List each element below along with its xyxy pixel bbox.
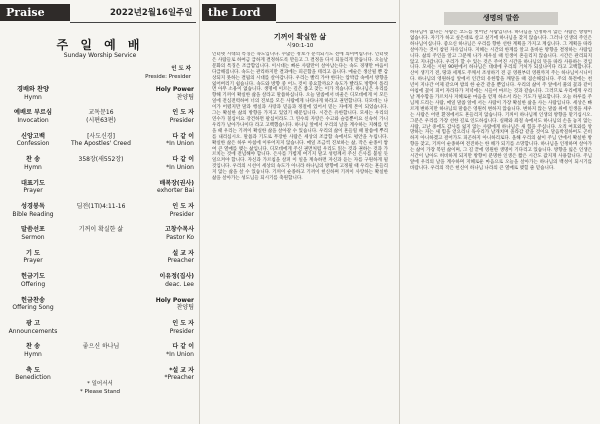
order-item-person-1: 설 교 자	[172, 249, 194, 257]
order-item-person-2: Preacher	[167, 257, 194, 265]
order-item-name	[4, 133, 62, 148]
order-item-ko: 찬 송	[25, 343, 41, 351]
order-item-person-2: exhorter Bai	[157, 187, 194, 195]
order-item	[4, 343, 196, 367]
presider-label	[145, 66, 191, 81]
order-item-ko: 예배로 부르심	[13, 109, 53, 117]
order-item-detail-1: [사도신경]	[87, 132, 115, 140]
order-item-en: Sermon	[21, 233, 45, 241]
order-item-ko: 대표기도	[21, 179, 45, 187]
order-item-en: Invocation	[17, 116, 49, 124]
order-item-ko: 광 고	[25, 320, 41, 327]
order-item-ko: 경배와 찬양	[16, 86, 50, 93]
order-item-person-2: *Preacher	[164, 374, 194, 382]
order-item-person-2: 찬양팀	[176, 304, 194, 312]
word-of-life-column	[400, 0, 600, 424]
order-item-detail	[64, 156, 138, 164]
order-item-name	[4, 156, 62, 171]
order-item-ko: 축 도	[25, 366, 41, 374]
order-item-person-1: 인 도 자	[172, 203, 194, 210]
order-item-ko: 헌금찬송	[21, 296, 45, 304]
order-item	[4, 273, 196, 297]
order-item-en: Hymn	[24, 163, 42, 171]
order-item	[4, 109, 196, 133]
order-item-name	[4, 343, 62, 358]
order-item	[4, 320, 196, 344]
word-of-life-body: 하나님이 없다는 사람은 코드를 벗어난 사람입니다. 하나님을 인정하지 않는 사람은 방향이 없습니다. 자기가 하고 싶은대로 살고 싶기에 하나님을 찾지 않습니다. 그러나 인생의 주인은 하나님이십니다. 좋으신 하나님은 우리를 향한 선한 계획을 가지고 계십니다. 그 계획을 따라 살아가는 것이 참된 자유입니다. 지혜는 시간의 한계를 알고 올바른 방향을 결정하는 사람입니다. 삶의 주인을 알고 그분께 나가 세우실 때 인생이 흔들리지 않습니다. 시간은 관리되지 않고 지나갑니다. 우리가 할 수 있는 것은 주어진 시간을 하나님의 뜻을 따라 사용하는 것입니다. 모세는 시편 90편에서 하나님은 대대에 우리의 거처가 되셨나이다 라고 고백합니다. 산이 생기기 전, 땅과 세계도 주께서 조성하기 전 곧 영원부터 영원까지 주는 하나님이시니이다. 하나님의 영원하심 앞에서 인간의 유한함을 깨달을 때 겸손해집니다. 주의 목전에는 천 년이 지나간 어제 같으며 밤의 한 순간 같을 뿐입니다. 우리의 삶이 주 앞에서 풀의 꽃과 같이 아침에 꽃이 피어 자라다가 저녁에는 시들어 마르는 것과 같습니다. 그러므로 우리에게 우리 날 계수함을 가르치사 지혜로운 마음을 얻게 하소서 라는 기도가 필요합니다. 오늘 하루를 주님께 드리는 사람, 매일 말씀 앞에 서는 사람이 가장 확실한 삶을 사는 사람입니다. 세상은 빠르게 변하지만 하나님의 말씀은 영원히 변하지 않습니다. 변하지 않는 말씀 위에 인생을 세우는 사람은 어떤 환경에서도 흔들리지 않습니다. 기꺼이 하나님께 인생의 방향을 맡기십시오. 그분은 우리를 가장 선한 길로 인도하십니다. 실패와 좌절 속에서도 하나님의 손을 놓지 않는 사람, 고난 중에도 감사를 잃지 않는 사람에게 하나님은 새 힘을 주십니다. 오직 여호와를 앙망하는 자는 새 힘을 얻으리니 독수리가 날개치며 올라감 같을 것이요 달음박질하여도 곤비하지 아니하겠고 걸어가도 피곤하지 아니하리로다. 올해 우리의 삶이 주님 안에서 확실한 방향을 찾고, 기꺼이 순종하며 전진하는 한 해가 되기를 소망합니다. 하나님을 인정하며 살아가는 삶이 가장 복된 삶이며, 그 길 끝에 영원한 생명이 기다리고 있습니다. 방향을 잃은 인생은 시간이 남아도 허비하게 되지만 방향이 분명한 인생은 짧은 시간도 값지게 사용합니다. 주님 앞에 우리의 날을 계수하며 지혜로운 마음으로 오늘을 살아가는 하나님의 백성이 되시기를 바랍니다. 우리의 작은 헌신이 하나님 나라의 큰 열매로 맺힐 줄 믿습니다.	[410, 30, 592, 171]
the-lord-banner: the Lord	[202, 4, 276, 21]
order-item-person-2: 찬양팀	[176, 93, 194, 101]
order-item-person-2: Presider	[169, 116, 194, 124]
order-item-detail-2: The Apostles' Creed	[71, 140, 131, 148]
header-divider	[70, 22, 196, 23]
order-item-detail-1: 교독문16	[88, 109, 114, 117]
order-item	[4, 226, 196, 250]
sermon-column	[200, 0, 400, 424]
order-item-en: Announcements	[8, 327, 58, 335]
order-of-worship-column	[0, 0, 200, 424]
stand-note	[0, 380, 200, 396]
order-item	[4, 180, 196, 204]
order-item	[4, 203, 196, 227]
order-item	[4, 86, 196, 110]
order-item-person	[144, 86, 194, 101]
order-item-person-2: deac. Lee	[165, 280, 194, 288]
presider-ko: 인 도 자	[171, 66, 191, 72]
sermon-title: 기꺼이 확실한 삶	[273, 33, 327, 41]
order-item-person-2: *In Union	[166, 350, 194, 358]
order-item-person-2: Presider	[169, 327, 194, 335]
order-item	[4, 297, 196, 321]
order-item-en: Prayer	[23, 257, 43, 265]
order-item-name	[4, 297, 62, 312]
order-item-person	[144, 320, 194, 335]
order-item-detail-1: 358장(새552장)	[78, 156, 124, 164]
order-item-detail-1: 딤전(1TI)4:11-16	[76, 203, 126, 210]
order-item-person	[144, 226, 194, 241]
order-item-en: Confession	[16, 140, 50, 148]
order-item-detail	[64, 343, 138, 351]
stand-note-en: * Please Stand	[79, 389, 121, 395]
order-item-person-1: Holy Power	[155, 86, 194, 93]
order-item-person-1: 인 도 자	[172, 109, 194, 117]
order-item-en: Benediction	[15, 374, 51, 382]
order-item-person	[144, 133, 194, 148]
service-date: 2022년2월16일주일	[110, 8, 193, 18]
order-item	[4, 133, 196, 157]
order-item-person-1: *설 교 자	[169, 366, 194, 374]
order-item-ko: 헌금기도	[21, 273, 45, 281]
presider-en: Preside: Presider	[145, 73, 191, 80]
order-item-name	[4, 273, 62, 288]
order-item-detail	[64, 226, 138, 234]
order-item-person	[144, 180, 194, 195]
order-item-en: Bible Reading	[12, 210, 54, 218]
order-item-en: Offering Song	[12, 304, 54, 312]
order-item-person	[144, 250, 194, 265]
order-item-person-1: 이유정(집사)	[159, 273, 194, 281]
worship-subtitle: Sunday Worship Service	[63, 52, 137, 59]
sermon-header-divider	[276, 22, 396, 23]
order-item-person	[144, 273, 194, 288]
order-item-detail-1: 기꺼이 확실한 삶	[78, 226, 124, 234]
word-of-life-tab: 생명의 말씀	[444, 12, 558, 25]
order-item-name	[4, 320, 62, 335]
order-item-person-1: Holy Power	[155, 296, 194, 304]
order-item-person	[144, 203, 194, 218]
worship-title: 주 일 예 배	[56, 38, 144, 52]
order-item-person-1: 다 같 이	[172, 156, 194, 164]
stand-note-ko: * 일어서서	[87, 381, 113, 387]
order-item-person-1: 배복장(권사)	[159, 179, 194, 187]
order-item-person	[144, 297, 194, 312]
order-item-person-2: *In Union	[166, 163, 194, 171]
order-item-detail-1: 좋으신 하나님	[82, 343, 120, 351]
order-item	[4, 156, 196, 180]
order-item-person-2: Pastor Ko	[166, 233, 194, 241]
order-item-en: Hymn	[24, 350, 42, 358]
order-item-person-1: 고창수목사	[165, 226, 194, 234]
sermon-body: 인터넷 시대의 특징은 속도입니다. 수많은 정보가 분석되기도 전에 의미버립니다. 인터넷은 사람들로 하여금 급하게 결정하도록 만들고 그 결정을 다시 되돌리게 만듭니다. 오늘날 문화의 특징은 조급함입니다. 이시대는 빠른 사람만이 살아남는다는 속도 경쟁만 마음이 다급해집니다. 속도는 관리하지만 결과에는 피곤함을 테리고 옵니다. 예술은 생산될 뿐 감상되지 못하는 결핍의 시대를 살아갑니다. 우리는 빨리 가야 한다는 압박감 속에서 방향을 잃어버리기 쉽습니다. 속도와 방향 중 어느 것이 중요할까요? 속도가 빨라도 방향이 틀리면 아무 소용이 없습니다. 생명에 이르는 길은 좁고 찾는 이가 적습니다. 하나님은 우리를 향해 기꺼이 확실한 삶을 살라고 말씀하십니다. 오늘 말씀에서 바울은 디모데에게 이 모든 일에 전심전력하여 너의 진보를 모든 사람에게 나타나게 하라고 권면합니다. 디모데는 나이가 어렸지만 말과 행실과 사랑과 믿음과 정절에 있어서 믿는 자에게 본이 되었습니다. 그는 확실한 삶의 방향을 가지고 있었기 때문입니다. 시간은 유한합니다. 모세는 우리의 연수가 칠십이요 강건하면 팔십이라도 그 연수의 자랑은 수고와 슬픔뿐이요 신속히 가니 우리가 날아가나이다 라고 고백했습니다. 하나님 앞에서 우리의 날을 계수하는 지혜를 얻을 때 우리는 기꺼이 확실한 삶을 살아갈 수 있습니다. 우리의 삶이 흔들릴 때 말씀에 뿌리를 내리십시오. 말씀과 기도로 무장한 사람은 세상의 조급함 속에서도 평안을 누립니다. 확실한 삶은 하루 아침에 이루어지지 않습니다. 매일 조금씩 진보하는 삶, 작은 순종이 쌓여 큰 열매를 맺는 삶입니다. 디모데에게 주신 권면처럼 우리도 읽는 것과 권하는 것과 가르치는 것에 전념해야 합니다. 은사를 가볍게 여기지 말고 성령께서 주신 은사를 불일 듯 일으켜야 합니다. 자신과 가르침을 살펴 이 일을 계속하면 자신과 듣는 자를 구원하게 될 것입니다. 우리의 시선이 세상의 속도가 아니라 하나님의 방향에 고정될 때 우리는 흔들리지 않는 삶을 살 수 있습니다. 기꺼이 순종하고 기꺼이 헌신하며 기꺼이 사랑하는 확실한 삶을 살아가는 성도님들 되시기를 축원합니다.	[212, 52, 388, 182]
praise-banner: Praise	[0, 4, 70, 21]
order-item-person-1: 다 같 이	[172, 343, 194, 351]
order-item-name	[4, 250, 62, 265]
order-item-ko: 성경봉독	[21, 203, 45, 210]
order-item-person	[144, 156, 194, 171]
order-item-ko: 찬 송	[25, 156, 41, 164]
order-item-detail	[64, 203, 138, 211]
order-item-person	[144, 109, 194, 124]
order-item-detail-2: (시편63편)	[86, 116, 116, 124]
sermon-scripture: 시90:1-10	[286, 43, 314, 49]
order-item-person-2: *In Union	[166, 140, 194, 148]
order-item-ko: 기 도	[25, 249, 41, 257]
order-item-en: Offering	[20, 280, 46, 288]
order-item-name	[4, 226, 62, 241]
order-item-en: Prayer	[23, 187, 43, 195]
order-item-ko: 말씀선포	[21, 226, 45, 234]
order-item-ko: 신앙고백	[21, 132, 45, 140]
order-item-person	[144, 343, 194, 358]
order-item-detail	[64, 133, 138, 148]
order-item-name	[4, 180, 62, 195]
order-item-person-1: 다 같 이	[172, 132, 194, 140]
order-item-name	[4, 86, 62, 101]
order-item-name	[4, 109, 62, 124]
order-item	[4, 250, 196, 274]
order-item-person-2: Presider	[169, 210, 194, 218]
order-item-detail	[64, 109, 138, 124]
order-item-person-1: 인 도 자	[172, 320, 194, 327]
order-item-en: Hymn	[24, 93, 42, 101]
order-item-name	[4, 203, 62, 218]
